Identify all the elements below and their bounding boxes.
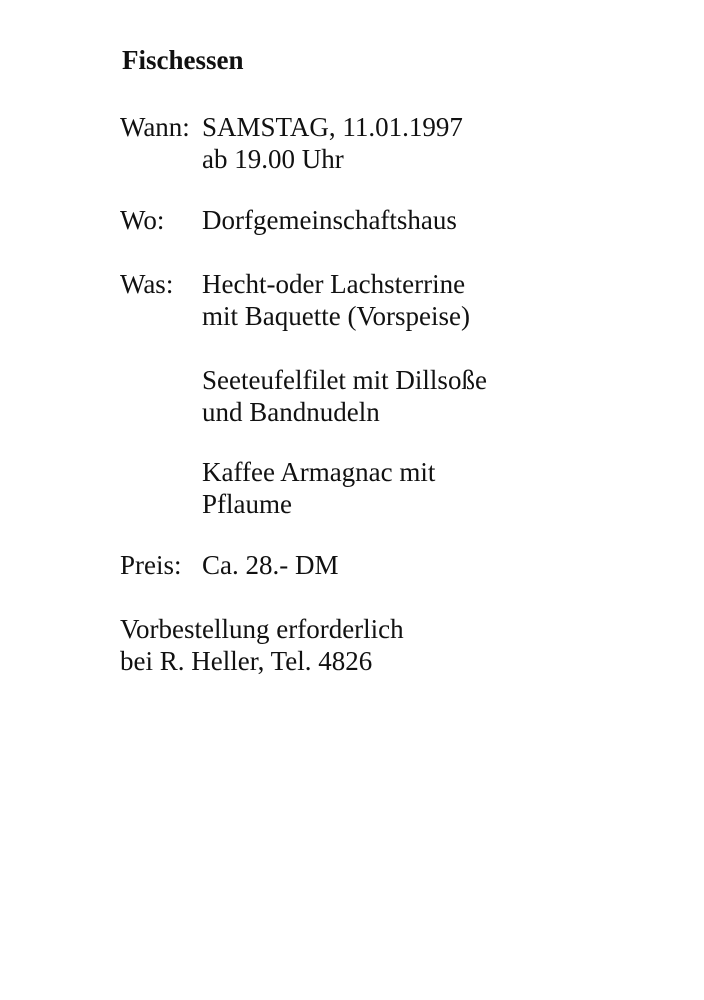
- wo-location: Dorfgemeinschaftshaus: [202, 205, 457, 235]
- reservation-note-line1: Vorbestellung erforderlich: [120, 614, 404, 644]
- reservation-note-line2: bei R. Heller, Tel. 4826: [120, 646, 373, 676]
- wann-date: SAMSTAG, 11.01.1997: [202, 112, 463, 142]
- preis-label: Preis:: [120, 550, 182, 580]
- preis-value: Ca. 28.- DM: [202, 550, 339, 580]
- menu-item-starter-line2: mit Baquette (Vorspeise): [202, 301, 470, 331]
- wann-time: ab 19.00 Uhr: [202, 144, 344, 174]
- page-title: Fischessen: [122, 45, 244, 75]
- menu-item-main-line2: und Bandnudeln: [202, 397, 380, 427]
- was-label: Was:: [120, 269, 174, 299]
- wo-label: Wo:: [120, 205, 165, 235]
- menu-item-dessert-line2: Pflaume: [202, 489, 292, 519]
- menu-item-starter-line1: Hecht-oder Lachsterrine: [202, 269, 466, 299]
- menu-item-main-line1: Seeteufelfilet mit Dillsoße: [202, 365, 487, 395]
- wann-label: Wann:: [120, 112, 190, 142]
- menu-item-dessert-line1: Kaffee Armagnac mit: [202, 457, 436, 487]
